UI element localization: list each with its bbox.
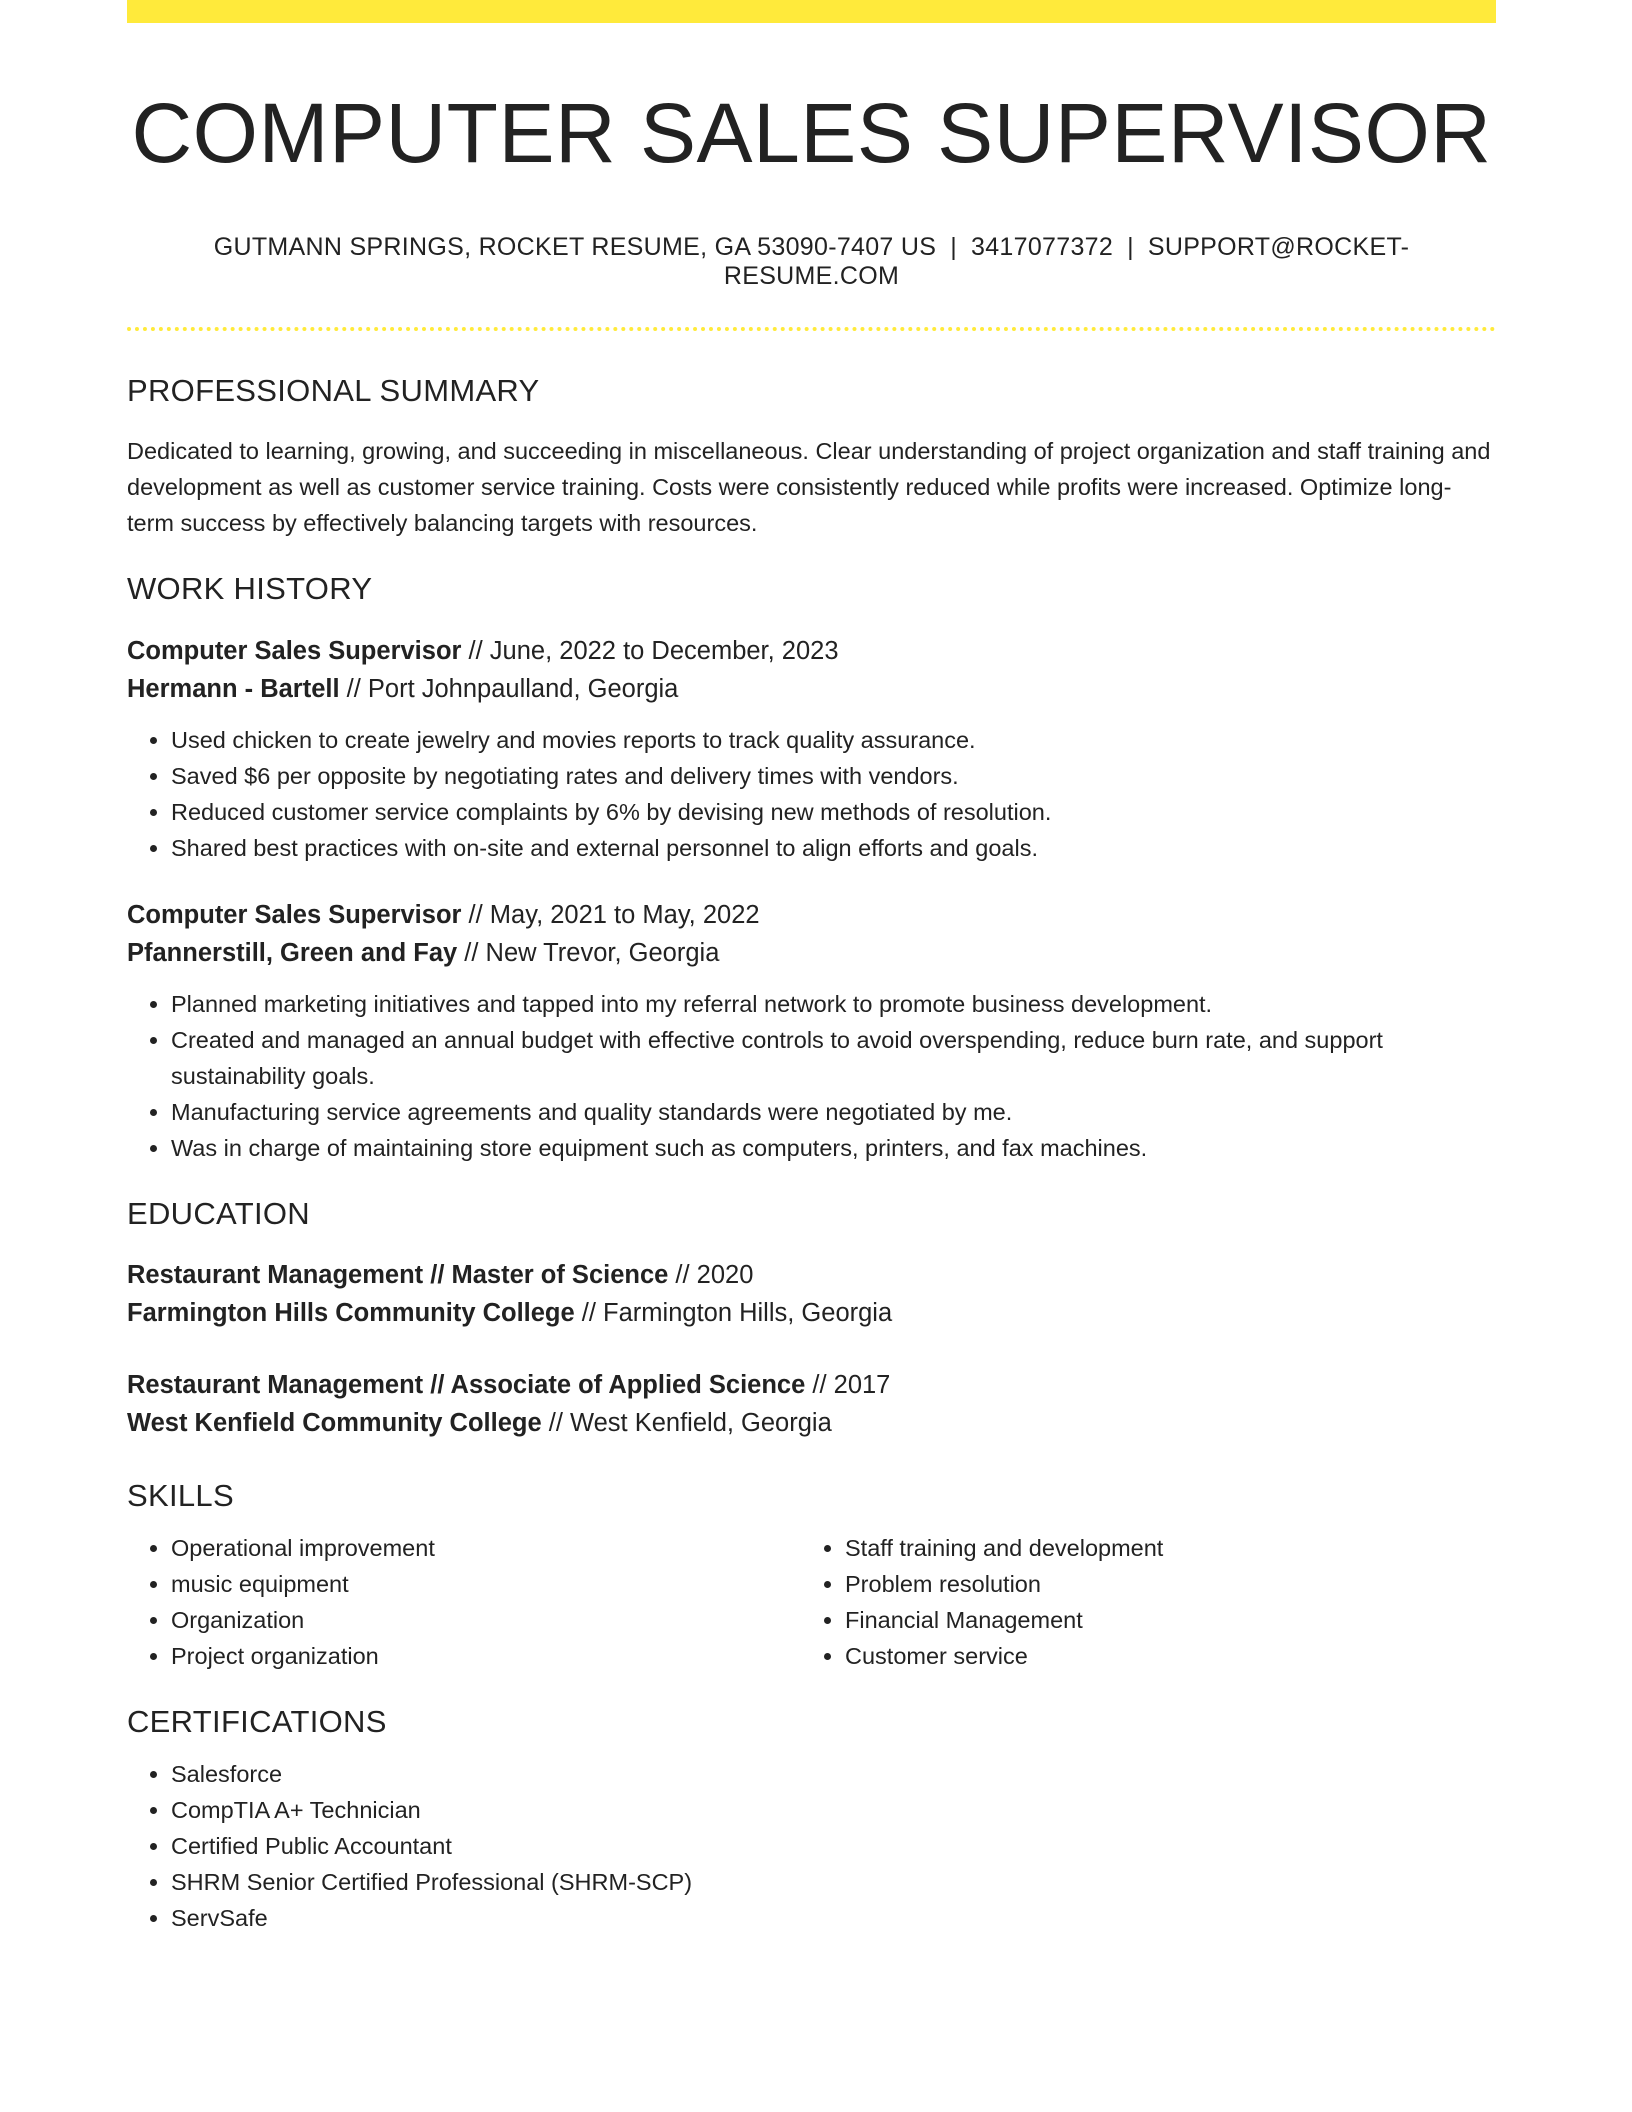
education-school: Farmington Hills Community College <box>127 1298 575 1327</box>
skill-item: • Project organization <box>171 1638 801 1674</box>
education-entry <box>127 1366 1496 1442</box>
job-dates: // May, 2021 to May, 2022 <box>461 900 760 929</box>
dotted-divider <box>127 327 1496 331</box>
certification-item: • Salesforce <box>171 1756 1496 1792</box>
certification-item: • ServSafe <box>171 1900 1496 1936</box>
job-company-line <box>127 670 1496 708</box>
job-bullet: • Manufacturing service agreements and quality standards were negotiated by me. <box>171 1094 1496 1130</box>
section-title-skills: SKILLS <box>127 1477 234 1513</box>
resume-page <box>127 0 1496 1936</box>
job-role: Computer Sales Supervisor <box>127 900 462 929</box>
certifications-list <box>127 1756 1496 1936</box>
contact-separator: | <box>950 233 958 261</box>
job-bullets <box>127 986 1496 1166</box>
job-bullet: • Saved $6 per opposite by negotiating rates and delivery times with vendors. <box>171 758 1496 794</box>
skill-item: • music equipment <box>171 1566 801 1602</box>
education-degree: Restaurant Management // Master of Science <box>127 1260 669 1289</box>
job-location: // New Trevor, Georgia <box>457 938 720 967</box>
section-title-summary: PROFESSIONAL SUMMARY <box>127 373 540 408</box>
certification-item: • Certified Public Accountant <box>171 1828 1496 1864</box>
contact-email: SUPPORT@ROCKET-RESUME.COM <box>723 233 1410 290</box>
job-entry <box>127 896 1496 1166</box>
education-year: // 2017 <box>805 1370 891 1399</box>
education-school-line <box>127 1404 1496 1442</box>
education-location: // West Kenfield, Georgia <box>541 1408 832 1437</box>
contact-address: GUTMANN SPRINGS, ROCKET RESUME, GA 53090-7407 US <box>213 233 937 261</box>
skills-column-left <box>127 1530 801 1674</box>
job-dates: // June, 2022 to December, 2023 <box>461 636 839 665</box>
job-entry <box>127 632 1496 866</box>
contact-separator: | <box>1127 233 1134 261</box>
job-location: // Port Johnpaulland, Georgia <box>339 674 679 703</box>
job-bullet: • Planned marketing initiatives and tapped into my referral network to promote business development. <box>171 986 1496 1022</box>
education-year: // 2020 <box>668 1260 754 1289</box>
job-bullet: • Created and managed an annual budget with effective controls to avoid overspending, reduce burn rate, and support sustainability goals. <box>171 1022 1496 1094</box>
skill-item: • Customer service <box>845 1638 1485 1674</box>
section-title-education: EDUCATION <box>127 1195 310 1231</box>
education-school: West Kenfield Community College <box>127 1408 542 1437</box>
skill-item: • Operational improvement <box>171 1530 801 1566</box>
job-role: Computer Sales Supervisor <box>127 636 462 665</box>
skill-item: • Organization <box>171 1602 801 1638</box>
job-role-line <box>127 896 1496 934</box>
job-bullet: • Was in charge of maintaining store equipment such as computers, printers, and fax machines. <box>171 1130 1496 1166</box>
job-company-line <box>127 934 1496 972</box>
certification-item: • SHRM Senior Certified Professional (SHRM-SCP) <box>171 1864 1496 1900</box>
skills-grid <box>127 1530 1496 1674</box>
skill-item: • Staff training and development <box>845 1530 1485 1566</box>
skill-item: • Financial Management <box>845 1602 1485 1638</box>
skill-item: • Problem resolution <box>845 1566 1485 1602</box>
education-degree-line <box>127 1256 1496 1294</box>
education-school-line <box>127 1294 1496 1332</box>
contact-phone: 3417077372 <box>971 233 1114 261</box>
skills-column-right <box>801 1530 1485 1674</box>
education-entry <box>127 1256 1496 1332</box>
education-degree-line <box>127 1366 1496 1404</box>
job-bullet: • Used chicken to create jewelry and movies reports to track quality assurance. <box>171 722 1496 758</box>
job-bullet: • Reduced customer service complaints by 6% by devising new methods of resolution. <box>171 794 1496 830</box>
contact-line <box>127 233 1496 291</box>
job-role-line <box>127 632 1496 670</box>
certification-item: • CompTIA A+ Technician <box>171 1792 1496 1828</box>
job-company: Hermann - Bartell <box>127 674 340 703</box>
top-accent-bar <box>127 0 1496 23</box>
education-degree: Restaurant Management // Associate of Applied Science <box>127 1370 806 1399</box>
job-bullets <box>127 722 1496 866</box>
resume-title: COMPUTER SALES SUPERVISOR <box>131 86 1492 180</box>
section-title-certifications: CERTIFICATIONS <box>127 1704 387 1740</box>
summary-text: Dedicated to learning, growing, and succeeding in miscellaneous. Clear understanding of project organization and staff training and development as well as customer service training. Costs were consistently reduced while profits were increased. Optimize long-term success by effectively balancing targets with resources. <box>127 438 1491 537</box>
section-title-work-history: WORK HISTORY <box>127 571 373 607</box>
education-location: // Farmington Hills, Georgia <box>574 1298 893 1327</box>
job-bullet: • Shared best practices with on-site and external personnel to align efforts and goals. <box>171 830 1496 866</box>
job-company: Pfannerstill, Green and Fay <box>127 938 458 967</box>
